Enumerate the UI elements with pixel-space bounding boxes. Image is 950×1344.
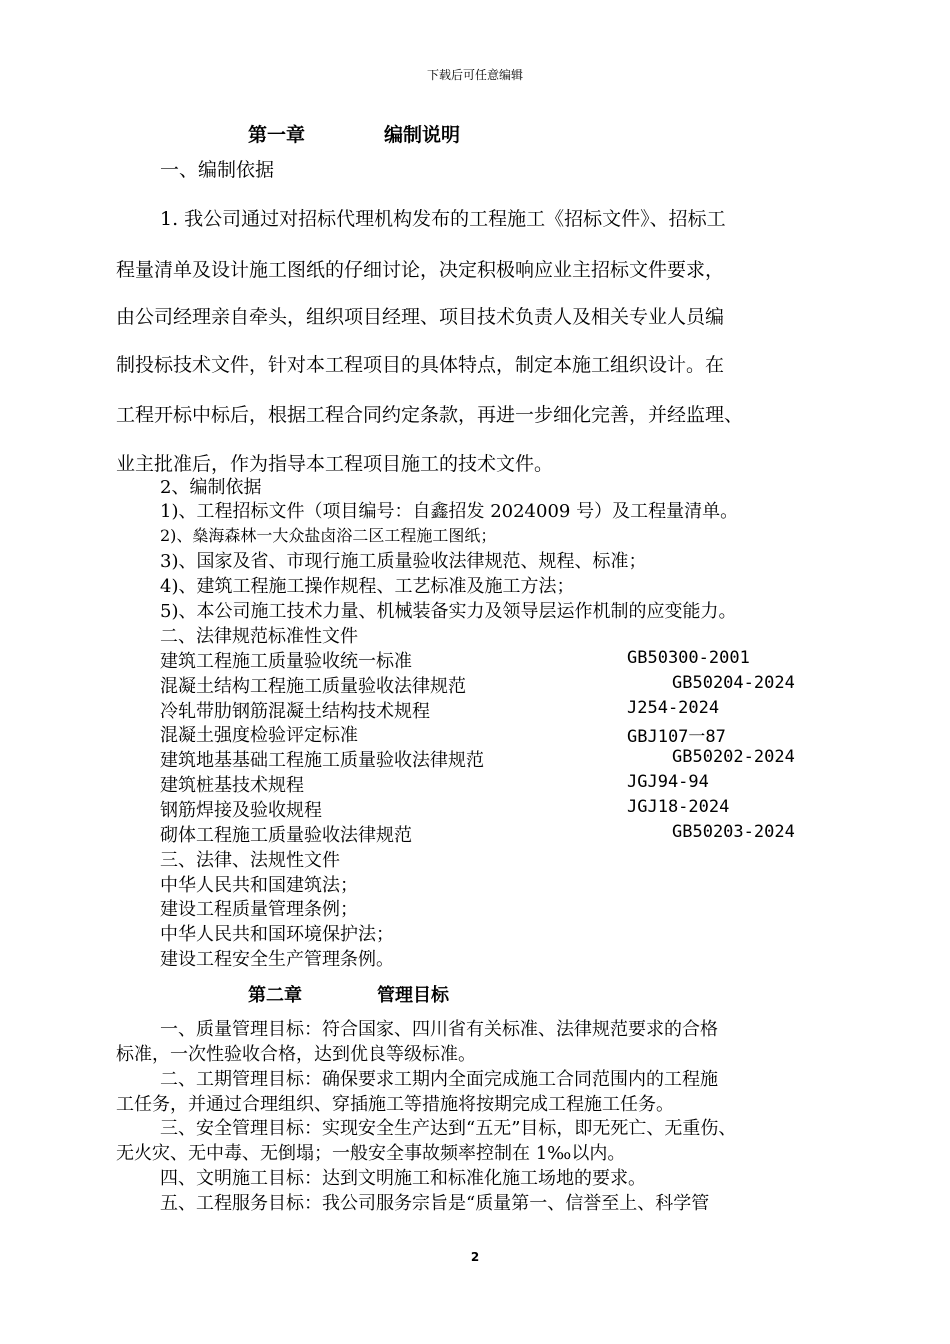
goal-line: 标准，一次性验收合格，达到优良等级标准。	[116, 1044, 476, 1065]
standard-name: 建筑工程施工质量验收统一标准	[160, 651, 412, 672]
goal-line: 五、工程服务目标：我公司服务宗旨是“质量第一、信誉至上、科学管	[160, 1193, 710, 1214]
para1-line: 制投标技术文件，针对本工程项目的具体特点，制定本施工组织设计。在	[116, 354, 725, 376]
standard-name: 混凝土结构工程施工质量验收法律规范	[160, 676, 466, 697]
standard-name: 混凝土强度检验评定标准	[160, 725, 358, 746]
basis-item: 5)、本公司施工技术力量、机械装备实力及领导层运作机制的应变能力。	[160, 601, 737, 622]
standard-code: GB50203-2024	[672, 822, 795, 842]
chapter1-number: 第一章	[248, 124, 306, 146]
goal-line: 工任务，并通过合理组织、穿插施工等措施将按期完成工程施工任务。	[116, 1094, 674, 1115]
basis-item: 2)、燊海森林一大众盐卤浴二区工程施工图纸；	[160, 526, 497, 545]
page-number: 2	[470, 1250, 480, 1264]
standard-code: J254-2024	[627, 698, 720, 718]
standard-code: GB50202-2024	[672, 747, 795, 767]
standard-name: 砌体工程施工质量验收法律规范	[160, 825, 412, 846]
law-item: 中华人民共和国环境保护法；	[160, 924, 394, 945]
goal-line: 四、文明施工目标：达到文明施工和标准化施工场地的要求。	[160, 1168, 646, 1189]
goal-line: 三、安全管理目标：实现安全生产达到“五无”目标，即无死亡、无重伤、	[160, 1118, 737, 1139]
basis-item: 4)、建筑工程施工操作规程、工艺标准及施工方法；	[160, 576, 575, 597]
standard-name: 钢筋焊接及验收规程	[160, 800, 322, 821]
standard-code: GB50204-2024	[672, 673, 795, 693]
law-item: 中华人民共和国建筑法；	[160, 875, 358, 896]
para1-line: 工程开标中标后，根据工程合同约定条款，再进一步细化完善，并经监理、	[116, 404, 744, 426]
goal-line: 二、工期管理目标：确保要求工期内全面完成施工合同范围内的工程施	[160, 1069, 718, 1090]
standard-name: 冷轧带肋钢筋混凝土结构技术规程	[160, 701, 430, 722]
basis-item: 3)、国家及省、市现行施工质量验收法律规范、规程、标准；	[160, 551, 647, 572]
goal-line: 无火灾、无中毒、无倒塌；一般安全事故频率控制在 1‰以内。	[116, 1143, 626, 1164]
para1-line: 程量清单及设计施工图纸的仔细讨论，决定积极响应业主招标文件要求，	[116, 259, 725, 281]
para1-line: 由公司经理亲自牵头，组织项目经理、项目技术负责人及相关专业人员编	[116, 306, 725, 328]
standard-code: GBJ107一87	[627, 727, 726, 747]
standard-code: GB50300-2001	[627, 648, 750, 668]
standard-code: JGJ94-94	[627, 772, 709, 792]
standard-name: 建筑桩基技术规程	[160, 775, 304, 796]
basis-item: 1)、工程招标文件（项目编号：自鑫招发 2024009 号）及工程量清单。	[160, 501, 739, 522]
law-item: 建设工程安全生产管理条例。	[160, 949, 394, 970]
chapter1-title: 编制说明	[384, 124, 461, 146]
standard-code: JGJ18-2024	[627, 797, 730, 817]
page-header: 下载后可任意编辑	[426, 68, 523, 82]
section3-title: 三、法律、法规性文件	[160, 850, 340, 871]
law-item: 建设工程质量管理条例；	[160, 899, 358, 920]
section1-title: 一、编制依据	[160, 159, 275, 181]
goal-line: 一、质量管理目标：符合国家、四川省有关标准、法律规范要求的合格	[160, 1019, 718, 1040]
para1-line: 业主批准后，作为指导本工程项目施工的技术文件。	[116, 453, 554, 475]
standard-name: 建筑地基基础工程施工质量验收法律规范	[160, 750, 484, 771]
chapter2-number: 第二章	[248, 985, 302, 1006]
para1-line: 1. 我公司通过对招标代理机构发布的工程施工《招标文件》、招标工	[160, 208, 726, 230]
section2-title: 二、法律规范标准性文件	[160, 626, 358, 647]
chapter2-title: 管理目标	[377, 985, 449, 1006]
basis-title: 2、编制依据	[160, 477, 262, 498]
